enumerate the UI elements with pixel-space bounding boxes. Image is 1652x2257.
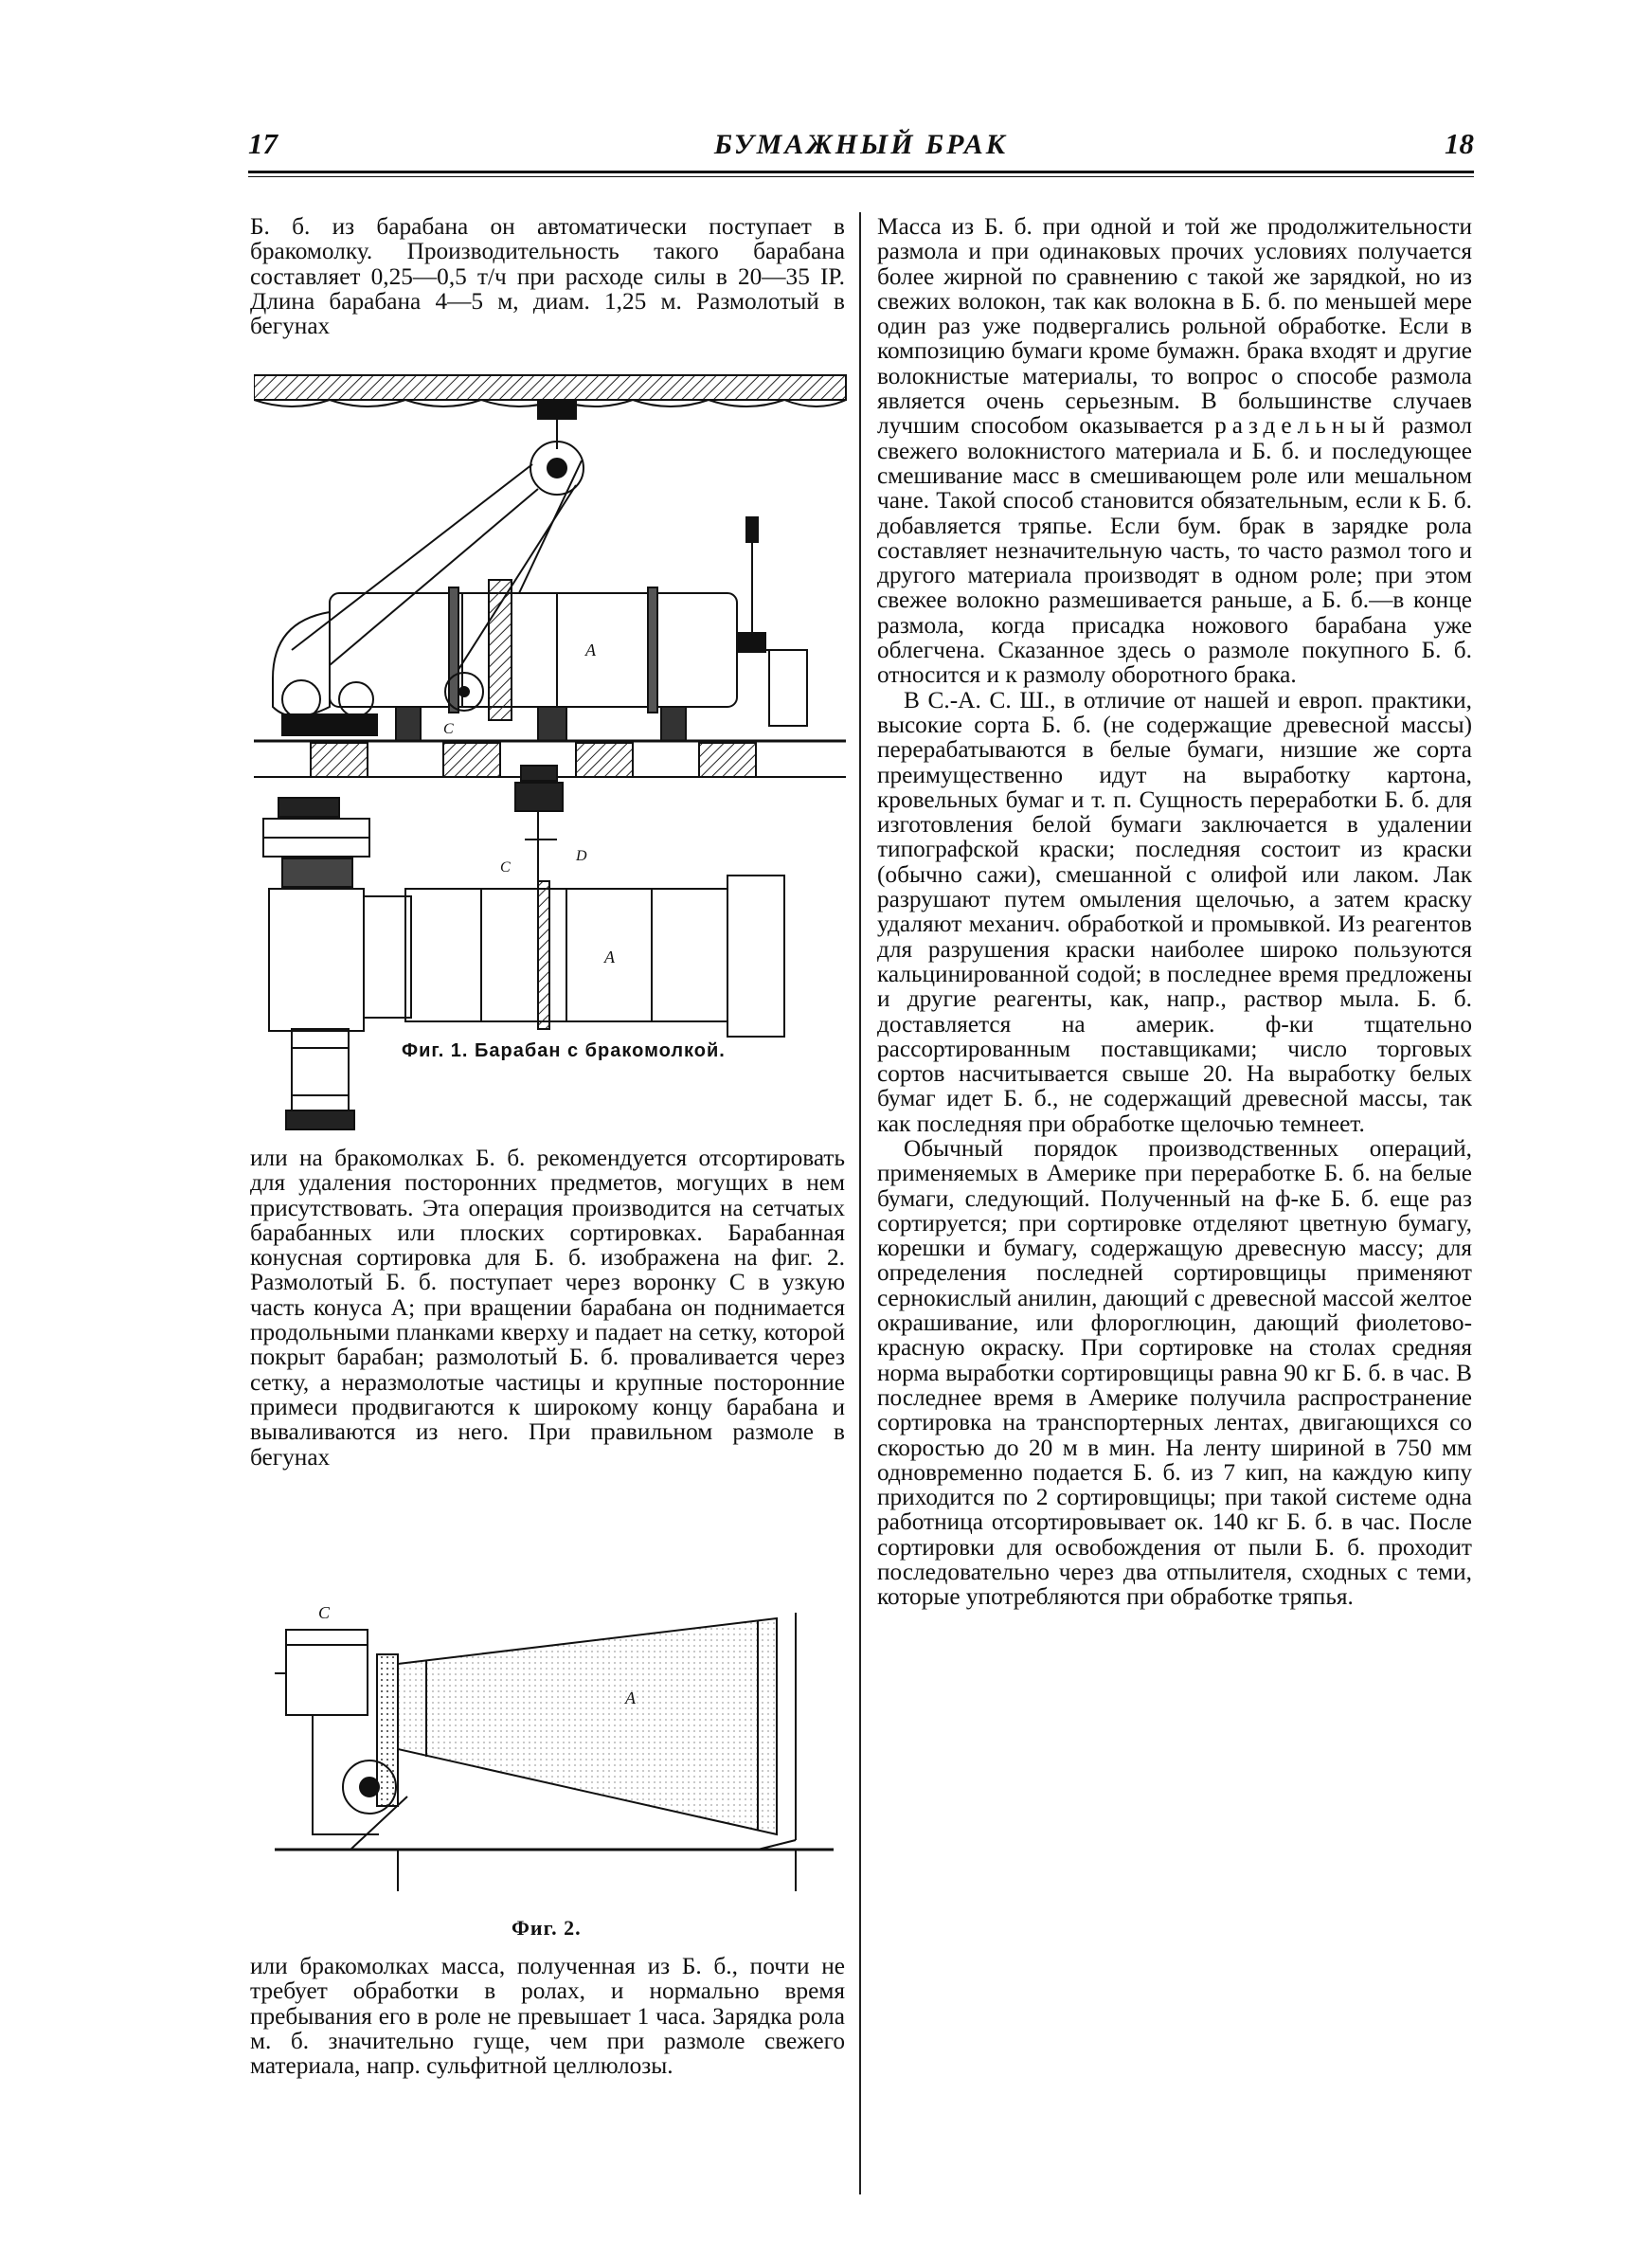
paragraph-right-1-b: размол свежего волокнистого материала и Б. б. и последующее смешивание масс в смешивающем роле или мешальном чане. Такой способ становится обязательным, если к Б. б. добавляется тряпье. Если бум. брак в зарядке рола составляет незначительную часть, то часто размол того и другого материала производят в одном роле; при этом свежее волокно размешивается раньше, а Б. б.—в конце размола, когда присадка ножового барабана уже облегчена. Сказанное здесь о размоле покупного Б. б. относится и к размолу оборотного брака.	[877, 412, 1473, 689]
paragraph-right-1-a: Масса из Б. б. при одной и той же продолжительности размола и при одинаковых прочих условиях получается более жирной по сравнению с такой же зарядкой, но из свежих волокон, так как волокна в Б. б. по меньшей мере один раз уже подвергались рольной обработке. Если в композицию бумаги кроме бумажн. брака входят и другие волокнистые материалы, то вопрос о способе размола является очень серьезным. В большинстве случаев лучшим способом оказывается	[877, 213, 1472, 440]
paragraph-right-3: Обычный порядок производственных операций, применяемых в Америке при переработке Б. б. на белые бумаги, следующий. Полученный на ф-ке Б. б. еще раз сортируется; при сортировке отделяют цветную бумагу, корешки и бумагу, содержащую древесную массу; для определения последней сортировщицы применяют сернокислый анилин, дающий с древесной массой желтое окрашивание, или флороглюцин, дающий фиолетово-красную окраску. При сортировке на столах средняя норма выработки сортировщицы равна 90 кг Б. б. в час. В последнее время в Америке получила распространение сортировка на транспортерных лентах, двигающихся со скоростью до 20 м в мин. На ленту шириной в 750 мм одновременно подается Б. б. из 7 кип, на каждую кипу приходится по 2 сортировщицы; при такой системе одна работница отсортировывает ок. 140 кг Б. б. в час. После сортировки для освобождения от пыли Б. б. проходит последовательно через два отпылителя, сходных с теми, которые употребляются при обработке тряпья.	[877, 1134, 1472, 1611]
fig2-label-a: A	[625, 1688, 636, 1707]
figure-2-caption: Фиг. 2.	[512, 1916, 582, 1940]
fig1-label-d: D	[576, 848, 587, 864]
paragraph-right-2: В С.-А. С. Ш., в отличие от нашей и европ. практики, высокие сорта Б. б. (не содержащие древесной массы) перерабатываются в белые бумаги, низшие же сорта преимущественно идут на выработку картона, кровельных бумаг и т. п. Сущность переработки Б. б. для изготовления белой бумаги заключается в удалении типографской краски; последняя состоит из краски (обычно сажи), смешанной с олифой или лаком. Лак разрушают путем омыления щелочью, а затем краску удаляют механич. обработкой и промывкой. Из реагентов для разрушения краски наиболее широко пользуются кальцинированной содой; в последнее время предложены и другие реагенты, как, напр., раствор мыла. Б. б. доставляется на америк. ф-ки тщательно рассортированным поставщиками; число торговых сортов насчитывается свыше 20. На выработку белых бумаг идет Б. б., не содержащий древесной массы, так как последняя при обработке щелочью темнеет.	[877, 686, 1472, 1137]
page-number-left: 17	[248, 127, 278, 160]
left-column-bottom	[250, 1954, 845, 2078]
fig1-label-a-top: A	[585, 641, 596, 659]
header-rule-thin	[248, 176, 1474, 177]
figure-2-conical-sorter	[265, 1598, 843, 1901]
running-header	[248, 121, 1474, 169]
header-rule-thick	[248, 171, 1474, 173]
fig1-label-a-plan: A	[604, 948, 615, 966]
fig2-label-c: C	[318, 1603, 331, 1622]
fig1-label-c-top: C	[443, 721, 454, 737]
running-title: БУМАЖНЫЙ БРАК	[713, 129, 1009, 160]
paragraph-right-1	[877, 214, 1472, 688]
left-column-top	[250, 214, 845, 338]
figure-1-drum-with-brakomolka	[254, 366, 851, 1133]
paragraph-left-1: Б. б. из барабана он автоматически поступает в бракомолку. Производительность такого барабана составляет 0,25—0,5 т/ч при расходе силы в 20—35 IP. Длина барабана 4—5 м, диам. 1,25 м. Размолотый в бегунах	[250, 213, 845, 340]
page-number-right: 18	[1445, 127, 1474, 160]
emphasis-razdelny: раздельный	[1214, 412, 1391, 440]
paragraph-left-2: или на бракомолках Б. б. рекомендуется отсортировать для удаления посторонних предметов, могущих в нем присутствовать. Эта операция производится на сетчатых барабанных или плоских сортировках. Барабанная конусная сортировка для Б. б. изображена на фиг. 2. Размолотый Б. б. поступает через воронку C в узкую часть конуса A; при вращении барабана он поднимается продольными планками кверху и падает на сетку, которой покрыт барабан; размолотый Б. б. проваливается через сетку, а неразмолотые частицы и крупные посторонние примеси продвигаются к широкому концу барабана и вываливаются из него. При правильном размоле в бегунах	[250, 1145, 845, 1471]
fig1-label-c-plan: C	[500, 859, 511, 876]
figure-1-caption: Фиг. 1. Барабан с бракомолкой.	[402, 1040, 726, 1061]
paragraph-left-3: или бракомолках масса, полученная из Б. б., почти не требует обработки в ролах, и нормально время пребывания его в роле не превышает 1 часа. Зарядка рола м. б. значительно гуще, чем при размоле свежего материала, напр. сульфитной целлюлозы.	[250, 1953, 845, 2080]
right-column	[877, 214, 1472, 1610]
column-divider	[859, 212, 861, 2194]
left-column-middle	[250, 1146, 845, 1470]
